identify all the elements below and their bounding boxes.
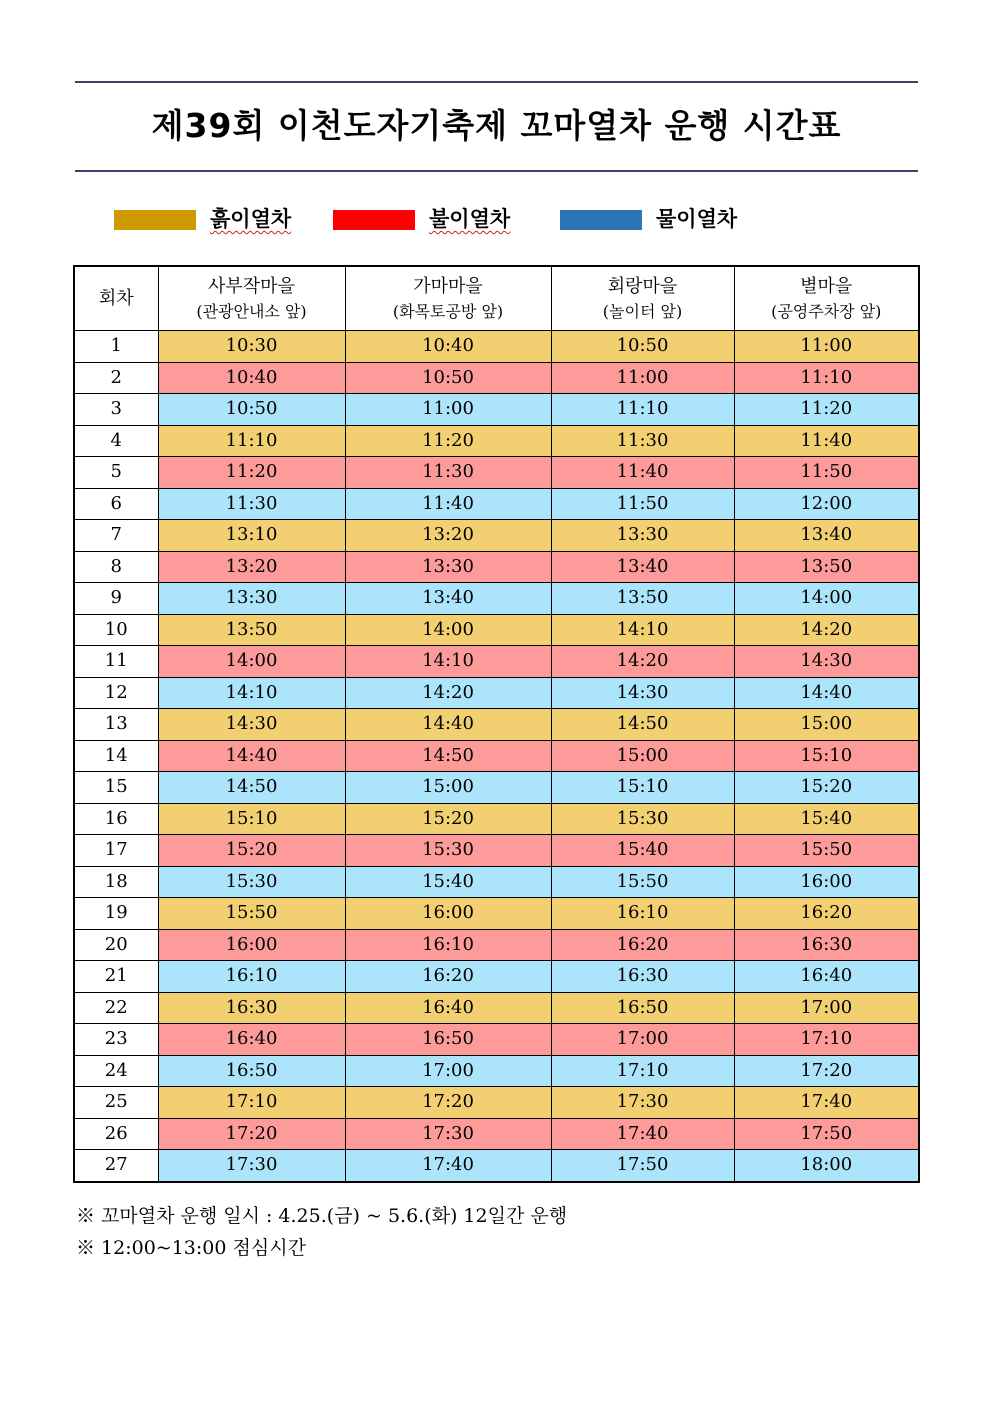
departure-time-cell: 13:30 <box>551 520 734 552</box>
departure-time-cell: 14:10 <box>551 614 734 646</box>
table-row <box>74 1087 919 1119</box>
departure-time-cell: 15:50 <box>158 898 345 930</box>
departure-time-cell: 14:10 <box>158 677 345 709</box>
departure-time-cell: 13:20 <box>345 520 551 552</box>
departure-time-cell: 12:00 <box>734 488 919 520</box>
title-bottom-rule <box>75 170 918 172</box>
round-number-cell: 9 <box>74 583 158 615</box>
table-row <box>74 520 919 552</box>
departure-time-cell: 13:10 <box>158 520 345 552</box>
table-row <box>74 772 919 804</box>
departure-time-cell: 16:10 <box>345 929 551 961</box>
round-number-cell: 19 <box>74 898 158 930</box>
round-number-cell: 23 <box>74 1024 158 1056</box>
departure-time-cell: 13:50 <box>551 583 734 615</box>
header-gama-location: (화목토공방 앞) <box>392 302 504 321</box>
round-number-cell: 7 <box>74 520 158 552</box>
departure-time-cell: 17:20 <box>158 1118 345 1150</box>
departure-time-cell: 16:20 <box>551 929 734 961</box>
departure-time-cell: 16:40 <box>158 1024 345 1056</box>
departure-time-cell: 15:00 <box>551 740 734 772</box>
departure-time-cell: 17:30 <box>551 1087 734 1119</box>
departure-time-cell: 15:10 <box>551 772 734 804</box>
departure-time-cell: 17:30 <box>158 1150 345 1182</box>
departure-time-cell: 15:00 <box>345 772 551 804</box>
header-sabujak-location: (관광안내소 앞) <box>196 302 307 321</box>
departure-time-cell: 17:50 <box>734 1118 919 1150</box>
departure-time-cell: 14:50 <box>345 740 551 772</box>
header-byeol-name: 별마을 <box>800 276 853 297</box>
table-row <box>74 331 919 363</box>
departure-time-cell: 13:20 <box>158 551 345 583</box>
table-row <box>74 835 919 867</box>
round-number-cell: 18 <box>74 866 158 898</box>
departure-time-cell: 15:40 <box>345 866 551 898</box>
departure-time-cell: 14:20 <box>345 677 551 709</box>
departure-time-cell: 11:20 <box>734 394 919 426</box>
round-number-cell: 25 <box>74 1087 158 1119</box>
departure-time-cell: 14:30 <box>158 709 345 741</box>
round-number-cell: 24 <box>74 1055 158 1087</box>
departure-time-cell: 11:00 <box>734 331 919 363</box>
departure-time-cell: 17:00 <box>734 992 919 1024</box>
table-row <box>74 1024 919 1056</box>
departure-time-cell: 11:40 <box>345 488 551 520</box>
departure-time-cell: 11:40 <box>551 457 734 489</box>
departure-time-cell: 16:40 <box>345 992 551 1024</box>
table-row <box>74 362 919 394</box>
departure-time-cell: 11:10 <box>158 425 345 457</box>
departure-time-cell: 16:10 <box>551 898 734 930</box>
round-number-cell: 13 <box>74 709 158 741</box>
departure-time-cell: 10:40 <box>345 331 551 363</box>
departure-time-cell: 17:00 <box>551 1024 734 1056</box>
table-row <box>74 961 919 993</box>
departure-time-cell: 14:20 <box>551 646 734 678</box>
round-number-cell: 27 <box>74 1150 158 1182</box>
table-row <box>74 394 919 426</box>
departure-time-cell: 14:40 <box>734 677 919 709</box>
earth-train-label: 흙이열차 <box>210 207 292 231</box>
departure-time-cell: 14:00 <box>345 614 551 646</box>
header-hoerang-name: 회랑마을 <box>607 276 678 297</box>
departure-time-cell: 10:50 <box>345 362 551 394</box>
table-row <box>74 1150 919 1182</box>
departure-time-cell: 16:30 <box>734 929 919 961</box>
departure-time-cell: 16:20 <box>734 898 919 930</box>
departure-time-cell: 14:40 <box>345 709 551 741</box>
notes <box>76 1200 567 1264</box>
departure-time-cell: 17:00 <box>345 1055 551 1087</box>
departure-time-cell: 11:30 <box>158 488 345 520</box>
header-gama-name: 가마마을 <box>413 276 483 297</box>
round-number-cell: 10 <box>74 614 158 646</box>
departure-time-cell: 13:30 <box>345 551 551 583</box>
departure-time-cell: 16:50 <box>551 992 734 1024</box>
departure-time-cell: 11:00 <box>551 362 734 394</box>
round-number-cell: 1 <box>74 331 158 363</box>
departure-time-cell: 15:20 <box>158 835 345 867</box>
departure-time-cell: 16:30 <box>158 992 345 1024</box>
table-row <box>74 740 919 772</box>
departure-time-cell: 13:50 <box>734 551 919 583</box>
round-number-cell: 16 <box>74 803 158 835</box>
header-hoerang-location: (놀이터 앞) <box>602 302 683 321</box>
departure-time-cell: 15:10 <box>734 740 919 772</box>
timetable <box>73 265 920 1183</box>
departure-time-cell: 14:20 <box>734 614 919 646</box>
departure-time-cell: 16:10 <box>158 961 345 993</box>
departure-time-cell: 11:40 <box>734 425 919 457</box>
round-number-cell: 26 <box>74 1118 158 1150</box>
round-number-cell: 21 <box>74 961 158 993</box>
departure-time-cell: 17:10 <box>551 1055 734 1087</box>
header-byeol-location: (공영주차장 앞) <box>771 302 882 321</box>
departure-time-cell: 16:50 <box>158 1055 345 1087</box>
departure-time-cell: 16:00 <box>158 929 345 961</box>
departure-time-cell: 13:40 <box>551 551 734 583</box>
departure-time-cell: 15:40 <box>734 803 919 835</box>
departure-time-cell: 10:30 <box>158 331 345 363</box>
departure-time-cell: 14:30 <box>551 677 734 709</box>
timetable-header-row <box>74 266 919 331</box>
earth-train-swatch <box>114 210 196 230</box>
departure-time-cell: 15:10 <box>158 803 345 835</box>
table-row <box>74 583 919 615</box>
departure-time-cell: 15:20 <box>734 772 919 804</box>
note-lunch-break: ※ 12:00~13:00 점심시간 <box>76 1237 306 1259</box>
page-title: 제39회 이천도자기축제 꼬마열차 운행 시간표 <box>151 106 842 145</box>
round-number-cell: 3 <box>74 394 158 426</box>
departure-time-cell: 17:20 <box>345 1087 551 1119</box>
departure-time-cell: 14:10 <box>345 646 551 678</box>
table-row <box>74 551 919 583</box>
water-train-swatch <box>560 210 642 230</box>
timetable-body <box>74 331 919 1182</box>
departure-time-cell: 13:40 <box>345 583 551 615</box>
header-byeol-village <box>734 266 919 331</box>
round-number-cell: 2 <box>74 362 158 394</box>
departure-time-cell: 17:50 <box>551 1150 734 1182</box>
departure-time-cell: 17:40 <box>551 1118 734 1150</box>
departure-time-cell: 11:10 <box>734 362 919 394</box>
header-sabujak-name: 사부작마을 <box>208 276 295 297</box>
departure-time-cell: 11:10 <box>551 394 734 426</box>
round-number-cell: 22 <box>74 992 158 1024</box>
departure-time-cell: 17:40 <box>345 1150 551 1182</box>
round-number-cell: 4 <box>74 425 158 457</box>
round-number-cell: 17 <box>74 835 158 867</box>
table-row <box>74 1118 919 1150</box>
departure-time-cell: 18:00 <box>734 1150 919 1182</box>
departure-time-cell: 11:30 <box>345 457 551 489</box>
table-row <box>74 866 919 898</box>
table-row <box>74 488 919 520</box>
round-number-cell: 11 <box>74 646 158 678</box>
round-number-cell: 15 <box>74 772 158 804</box>
table-row <box>74 677 919 709</box>
departure-time-cell: 11:20 <box>345 425 551 457</box>
water-train-label: 물이열차 <box>656 207 738 231</box>
departure-time-cell: 16:00 <box>345 898 551 930</box>
table-row <box>74 457 919 489</box>
departure-time-cell: 14:40 <box>158 740 345 772</box>
departure-time-cell: 14:00 <box>158 646 345 678</box>
departure-time-cell: 13:40 <box>734 520 919 552</box>
table-row <box>74 646 919 678</box>
departure-time-cell: 10:50 <box>551 331 734 363</box>
departure-time-cell: 15:40 <box>551 835 734 867</box>
table-row <box>74 898 919 930</box>
departure-time-cell: 17:40 <box>734 1087 919 1119</box>
departure-time-cell: 14:30 <box>734 646 919 678</box>
departure-time-cell: 17:10 <box>158 1087 345 1119</box>
header-round-label: 회차 <box>98 288 134 309</box>
header-sabujak-village <box>158 266 345 331</box>
round-number-cell: 6 <box>74 488 158 520</box>
departure-time-cell: 16:30 <box>551 961 734 993</box>
header-gama-village <box>345 266 551 331</box>
departure-time-cell: 15:20 <box>345 803 551 835</box>
departure-time-cell: 11:20 <box>158 457 345 489</box>
table-row <box>74 803 919 835</box>
departure-time-cell: 11:50 <box>734 457 919 489</box>
table-row <box>74 1055 919 1087</box>
departure-time-cell: 16:00 <box>734 866 919 898</box>
departure-time-cell: 11:30 <box>551 425 734 457</box>
note-operation-period: ※ 꼬마열차 운행 일시 : 4.25.(금) ~ 5.6.(화) 12일간 운행 <box>76 1205 568 1227</box>
departure-time-cell: 15:50 <box>734 835 919 867</box>
departure-time-cell: 14:00 <box>734 583 919 615</box>
departure-time-cell: 10:50 <box>158 394 345 426</box>
departure-time-cell: 15:30 <box>158 866 345 898</box>
departure-time-cell: 16:40 <box>734 961 919 993</box>
header-round <box>74 266 158 331</box>
round-number-cell: 8 <box>74 551 158 583</box>
departure-time-cell: 15:50 <box>551 866 734 898</box>
departure-time-cell: 14:50 <box>158 772 345 804</box>
round-number-cell: 5 <box>74 457 158 489</box>
fire-train-label: 불이열차 <box>429 207 511 231</box>
table-row <box>74 992 919 1024</box>
header-hoerang-village <box>551 266 734 331</box>
departure-time-cell: 13:50 <box>158 614 345 646</box>
round-number-cell: 12 <box>74 677 158 709</box>
departure-time-cell: 16:50 <box>345 1024 551 1056</box>
table-row <box>74 709 919 741</box>
departure-time-cell: 15:30 <box>345 835 551 867</box>
fire-train-swatch <box>333 210 415 230</box>
departure-time-cell: 15:00 <box>734 709 919 741</box>
table-row <box>74 425 919 457</box>
departure-time-cell: 14:50 <box>551 709 734 741</box>
departure-time-cell: 15:30 <box>551 803 734 835</box>
departure-time-cell: 17:10 <box>734 1024 919 1056</box>
table-row <box>74 929 919 961</box>
departure-time-cell: 17:20 <box>734 1055 919 1087</box>
round-number-cell: 14 <box>74 740 158 772</box>
departure-time-cell: 17:30 <box>345 1118 551 1150</box>
departure-time-cell: 10:40 <box>158 362 345 394</box>
departure-time-cell: 11:00 <box>345 394 551 426</box>
departure-time-cell: 16:20 <box>345 961 551 993</box>
round-number-cell: 20 <box>74 929 158 961</box>
departure-time-cell: 11:50 <box>551 488 734 520</box>
departure-time-cell: 13:30 <box>158 583 345 615</box>
table-row <box>74 614 919 646</box>
title-top-rule <box>75 81 918 83</box>
